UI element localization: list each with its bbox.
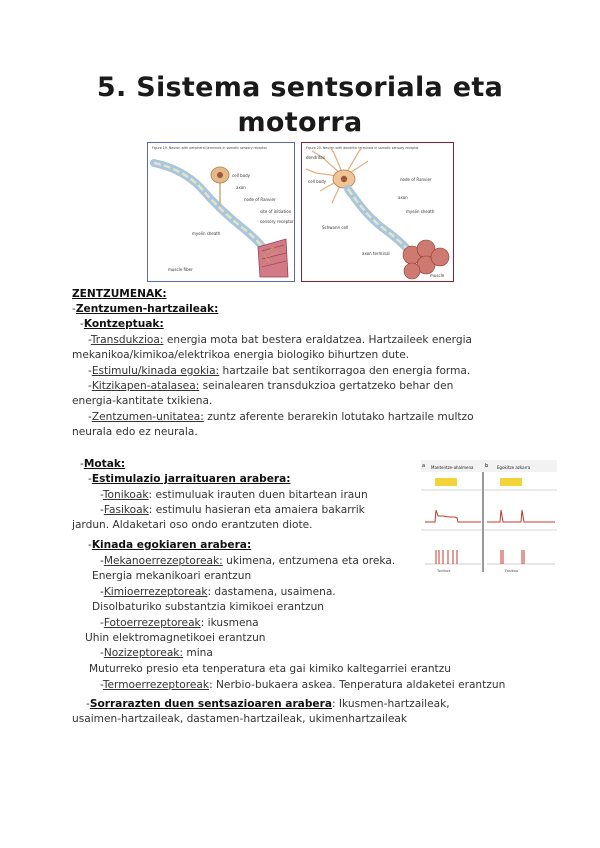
- fig1-label-node: node of Ranvier: [244, 197, 276, 202]
- fig1-label-initiation: site of initiation: [260, 209, 292, 214]
- type-mekano-sub: Energia mekanikoari erantzun: [92, 570, 252, 582]
- type-mekano: -Mekanoerrezeptoreak: ukimena, entzumena eta oreka.: [100, 555, 396, 567]
- fig2-label-terminal: axon terminal: [362, 251, 390, 256]
- term-termo: Termoerrezeptoreak: [102, 679, 210, 691]
- fig2-label-dendrites: dendrites: [306, 155, 325, 160]
- plot-foot-b: Fasikoa: [505, 569, 519, 573]
- fig1-label-axon: axon: [236, 185, 246, 190]
- fig1-label-muscle: muscle fiber: [168, 267, 193, 272]
- section-heading-zentzumenak: ZENTZUMENAK:: [72, 288, 167, 300]
- sorrarazten-cont: usaimen-hartzaileak, dastamen-hartzaileak, ukimenhartzaileak: [72, 713, 408, 725]
- subheading-motak: -Motak:: [80, 458, 126, 470]
- type-foto: -Fotoerrezeptoreak: ikusmena: [100, 617, 259, 629]
- fig2-label-axon: axon: [398, 195, 408, 200]
- type-foto-sub: Uhin elektromagnetikoei erantzun: [85, 632, 266, 644]
- type-fasikoak: -Fasikoak: estimulu hasieran eta amaiera bakarrik: [100, 504, 365, 516]
- fig2-label-myelin: myelin sheath: [406, 209, 435, 214]
- figure1-caption: Figure 19. Neuron with peripheral terminals in somatic sensory receptor: [152, 146, 267, 150]
- definition-estimulu: -Estimulu/kinada egokia: hartzaile bat sentikorragoa den energia forma.: [88, 365, 471, 377]
- subheading-hartzaileak: -Zentzumen-hartzaileak:: [72, 303, 219, 315]
- term-foto: Fotoerrezeptoreak: [103, 617, 201, 629]
- definition-transdukzioa-cont: mekanikoa/kimikoa/elektrikoa energia biologiko bihurtzen dute.: [72, 349, 410, 361]
- tonic-phasic-plot: [421, 460, 557, 574]
- term-transdukzioa: Transdukzioa:: [90, 334, 164, 346]
- figure2-caption: Figure 20. Neuron with dendritic terminals in somatic sensory receptor: [306, 146, 419, 150]
- neuron-illustration-1: [148, 143, 294, 281]
- plot-marker-b: b: [485, 463, 489, 469]
- subheading-kontzeptuak: -Kontzeptuak:: [80, 318, 164, 330]
- term-mekano: Mekanoerrezeptoreak:: [103, 555, 223, 567]
- neuron-illustration-2: [302, 143, 453, 281]
- neuron-figure-2: [301, 142, 454, 282]
- fig1-label-receptor: sensory receptor: [260, 219, 294, 224]
- type-kimio-sub: Disolbaturiko substantzia kimikoei erantzun: [92, 601, 325, 613]
- term-kitzikapen: Kitzikapen-atalasea:: [91, 380, 200, 392]
- term-fasikoak: Fasikoak: [103, 504, 149, 516]
- fig2-label-muscle: muscle: [430, 273, 445, 278]
- plot-foot-a: Tonikoa: [437, 569, 451, 573]
- fig1-label-myelin: myelin sheath: [192, 231, 221, 236]
- subheading-estimulazio: -Estimulazio jarraituaren arabera:: [88, 473, 291, 485]
- term-nozi: Nozizeptoreak:: [103, 647, 184, 659]
- definition-kitzikapen-cont: energia-kantitate txikiena.: [72, 395, 213, 407]
- definition-unitatea: -Zentzumen-unitatea: zuntz aferente berarekin lotutako hartzaile multzo: [88, 411, 474, 423]
- subheading-kinada: -Kinada egokiaren arabera:: [88, 539, 252, 551]
- definition-transdukzioa: -Transdukzioa: energia mota bat bestera eraldatzea. Hartzaileek energia: [88, 334, 473, 346]
- plot-panel-b-label: Egokitze azkarra: [497, 465, 531, 470]
- stimulus-bar-b: [500, 478, 522, 486]
- fig2-label-schwann: Schwann cell: [322, 225, 349, 230]
- page-title-line2: motorra: [237, 107, 363, 138]
- type-kimio: -Kimioerrezeptoreak: dastamena, usaimena.: [100, 586, 336, 598]
- fig2-label-node: node of Ranvier: [400, 177, 432, 182]
- type-tonikoak: -Tonikoak: estimuluak irauten duen bitartean iraun: [100, 489, 368, 501]
- term-estimulu: Estimulu/kinada egokia:: [91, 365, 220, 377]
- type-nozi: -Nozizeptoreak: mina: [100, 647, 213, 659]
- plot-panel-a-label: Mantentze-ahalmena: [431, 465, 474, 470]
- type-nozi-sub: Muturreko presio eta tenperatura eta gai kimiko kaltegarriei erantzu: [89, 663, 451, 675]
- definition-kitzikapen: -Kitzikapen-atalasea: seinalearen transdukzioa gertatzeko behar den: [88, 380, 454, 392]
- type-termo: -Termoerrezeptoreak: Nerbio-bukaera askea. Tenperatura aldaketei erantzun: [100, 679, 506, 691]
- fig1-label-cell-body: cell body: [232, 173, 251, 178]
- page-title-line1: 5. Sistema sentsoriala eta: [96, 72, 504, 103]
- term-kimio: Kimioerrezeptoreak: [103, 586, 208, 598]
- subheading-sorrarazten: -Sorrarazten duen sentsazioaren arabera: Ikusmen-hartzaileak,: [86, 698, 450, 710]
- term-tonikoak: Tonikoak: [102, 489, 149, 501]
- definition-unitatea-cont: neurala edo ez neurala.: [72, 426, 198, 438]
- plot-marker-a: a: [422, 463, 426, 469]
- neuron-figure-1: [147, 142, 295, 282]
- fig2-label-cell-body: cell body: [308, 179, 327, 184]
- stimulus-bar-a: [435, 478, 457, 486]
- term-unitatea: Zentzumen-unitatea:: [91, 411, 204, 423]
- type-fasikoak-cont: jardun. Aldaketari oso ondo erantzuten diote.: [72, 519, 313, 531]
